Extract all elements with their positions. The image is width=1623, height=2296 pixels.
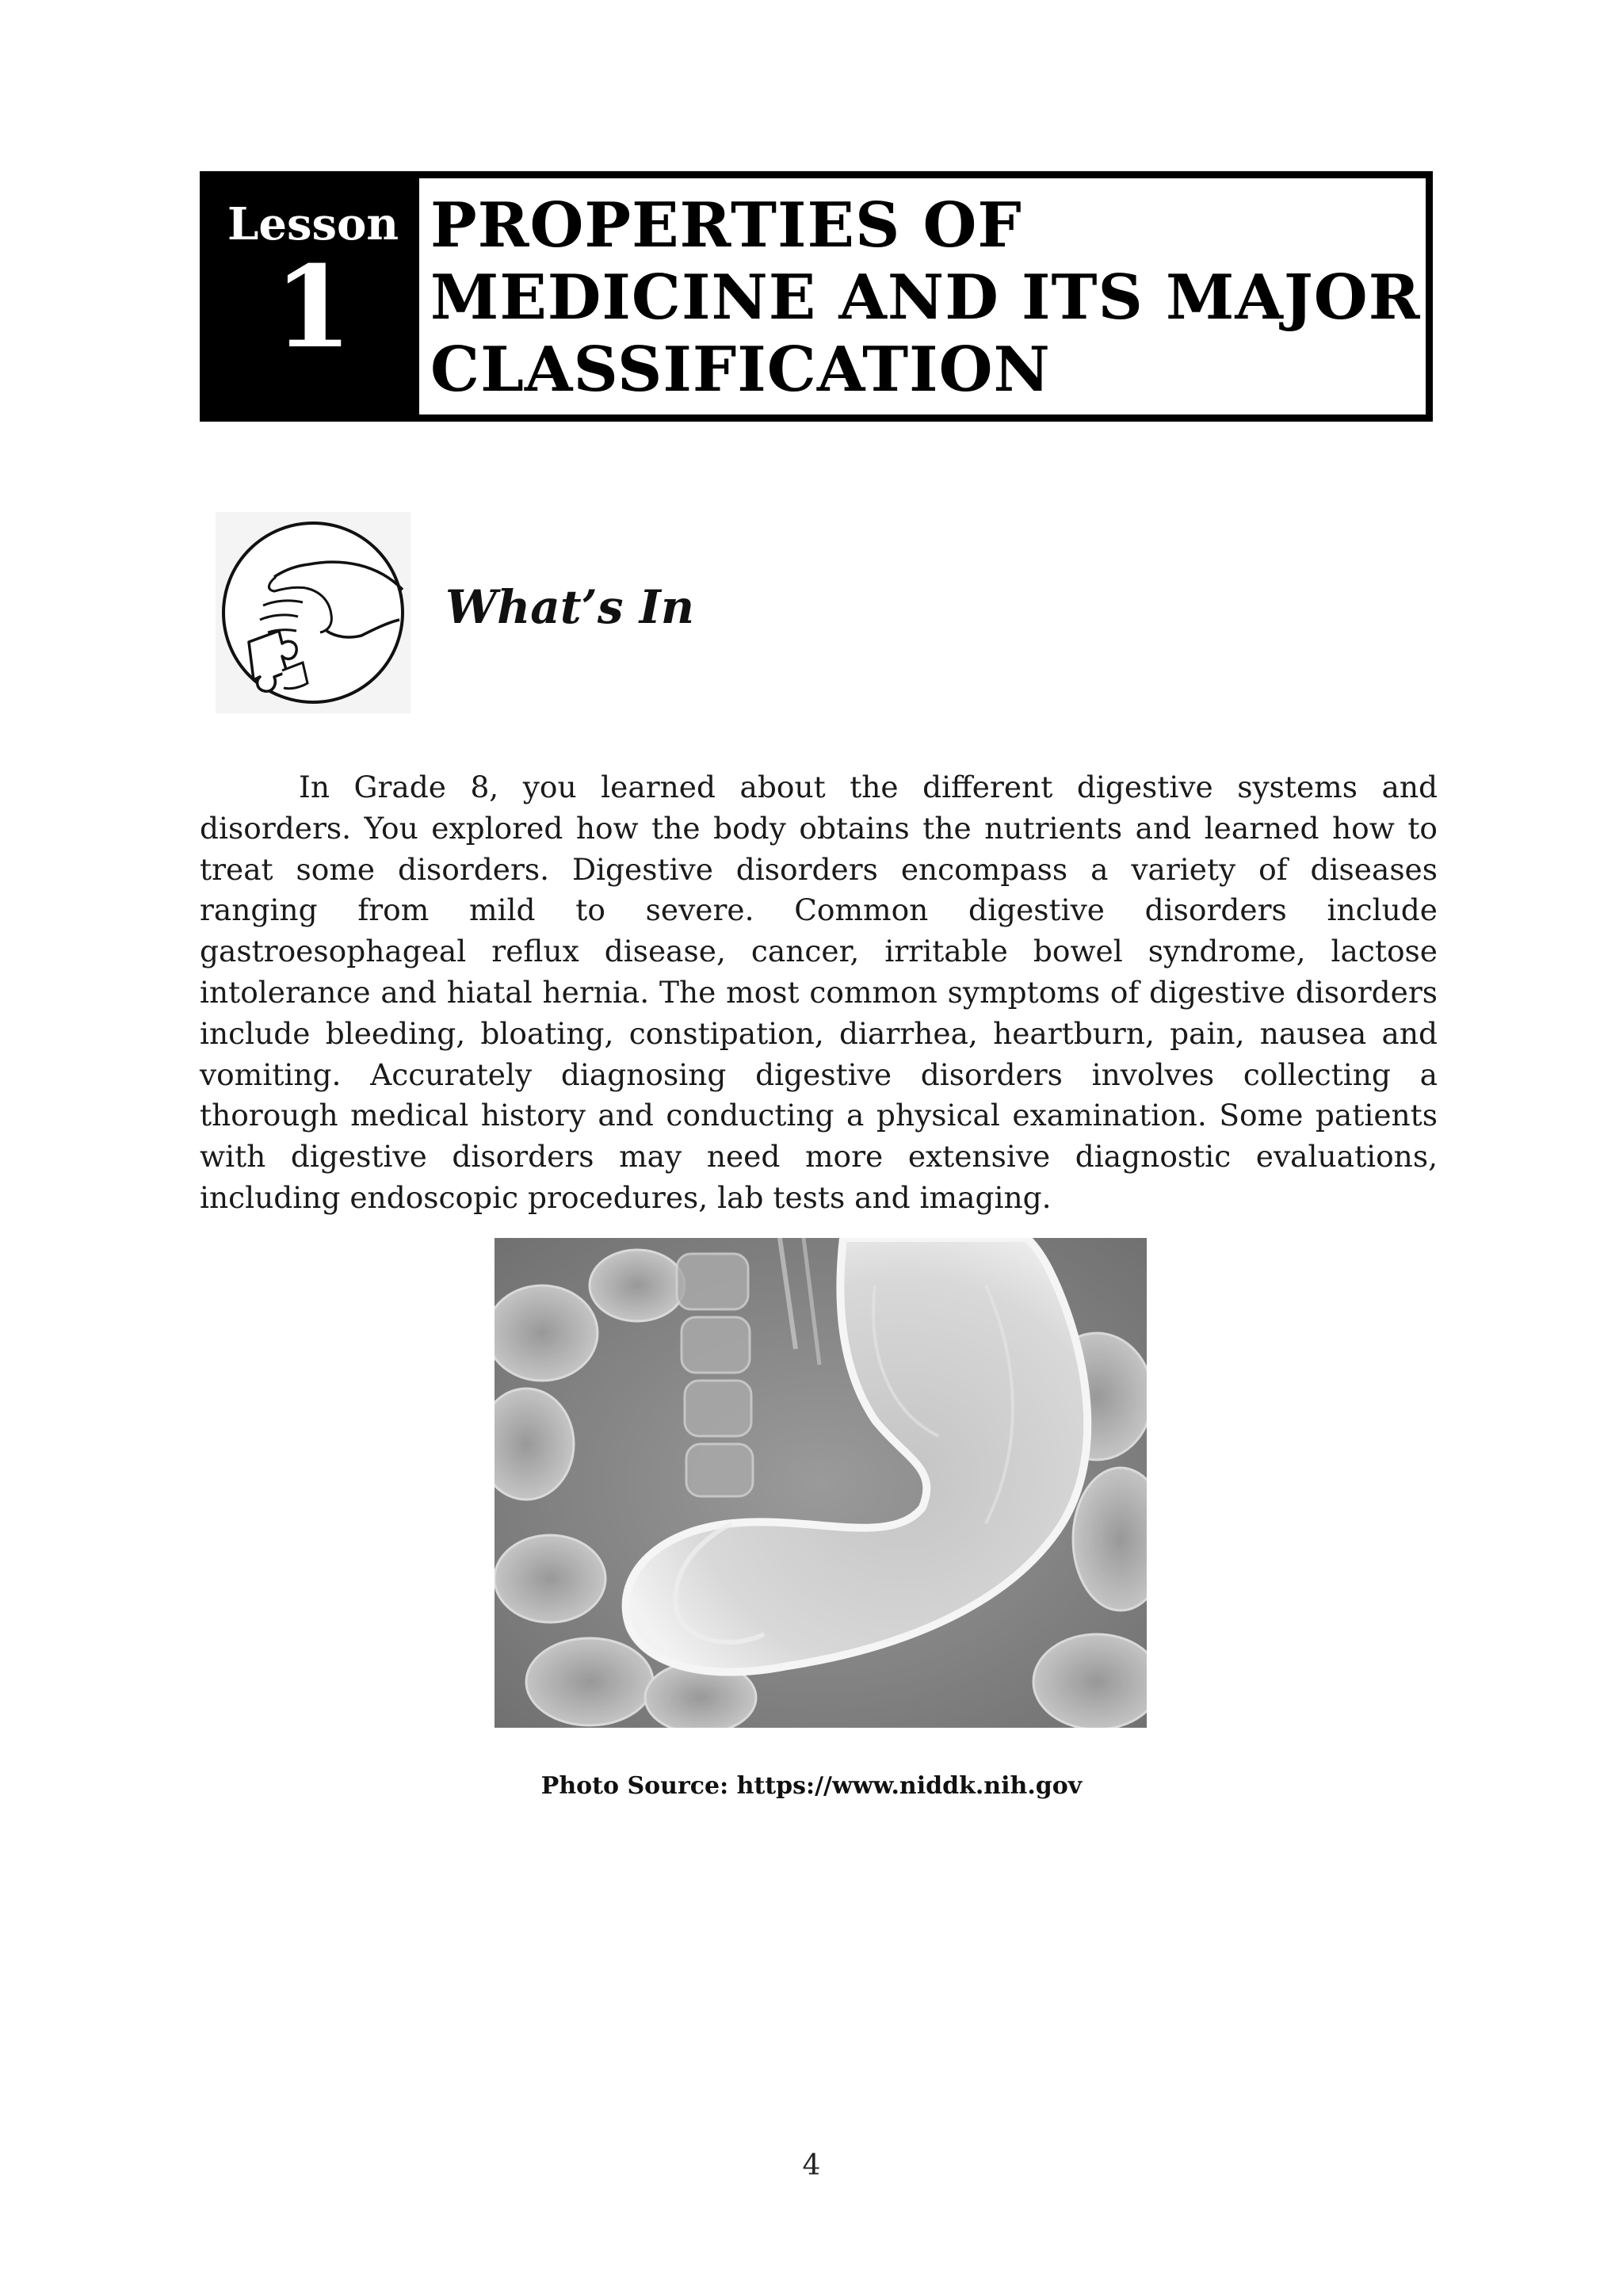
lesson-header xyxy=(200,171,1433,422)
lesson-badge xyxy=(207,178,419,415)
lesson-title: PROPERTIES OF MEDICINE AND ITS MAJOR CLASSIFICATION xyxy=(430,189,1421,406)
hand-puzzle-icon xyxy=(216,512,411,713)
lesson-label: Lesson xyxy=(227,198,399,250)
photo-source-caption: Photo Source: https://www.niddk.nih.gov xyxy=(540,1772,1083,1800)
stomach-xray-image xyxy=(495,1238,1147,1728)
body-paragraph: In Grade 8, you learned about the different digestive systems and disorders. You explored how the body obtains the nutrients and learned how to treat some disorders. Digestive disorders encompass a variety of diseases ranging from mild to severe. Common digestive disorders include gastroesophageal reflux disease, cancer, irritable bowel syndrome, lactose intolerance and hiatal hernia. The most common symptoms of digestive disorders include bleeding, bloating, constipation, diarrhea, heartburn, pain, nausea and vomiting. Accurately diagnosing digestive disorders involves collecting a thorough medical history and conducting a physical examination. Some patients with digestive disorders may need more extensive diagnostic evaluations, including endoscopic procedures, lab tests and imaging. xyxy=(200,770,1438,1215)
lesson-number: 1 xyxy=(273,242,353,373)
page-number: 4 xyxy=(802,2149,821,2182)
section-title: What’s In xyxy=(445,580,695,634)
